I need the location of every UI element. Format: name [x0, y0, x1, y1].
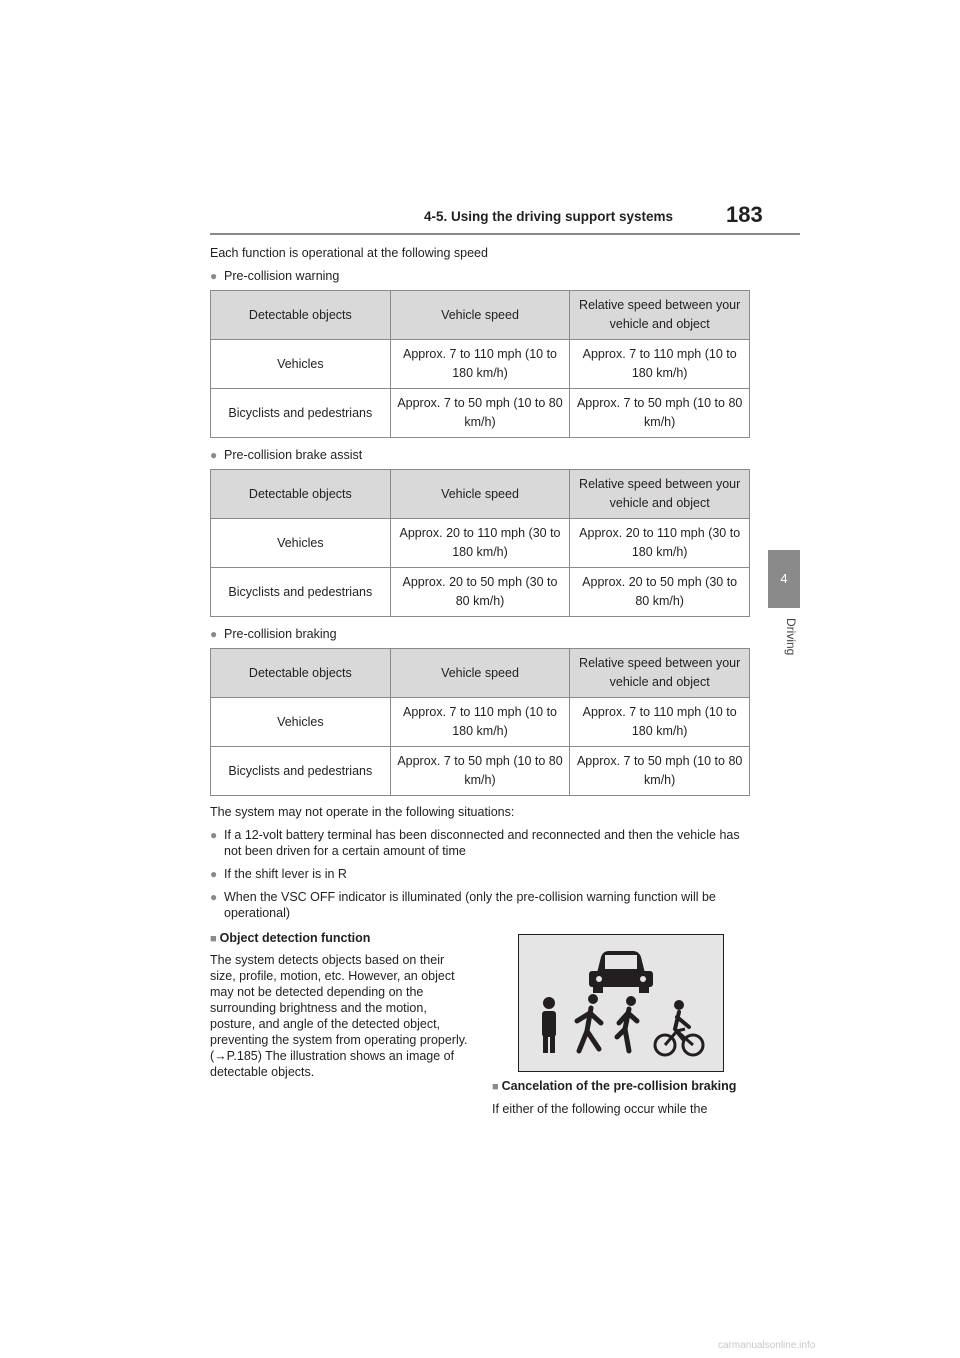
table-row: [211, 747, 750, 796]
table-cell: Vehicles: [211, 340, 391, 389]
table-header-row: [211, 470, 750, 519]
bullet-icon: ●: [210, 627, 218, 641]
table-cell: Bicyclists and pedestrians: [211, 568, 391, 617]
column-header: Vehicle speed: [390, 649, 570, 698]
column-header: Detectable objects: [211, 649, 391, 698]
bicyclist-icon: [655, 1000, 703, 1055]
situation-text: When the VSC OFF indicator is illuminated (only the pre-collision warning function will be operational): [224, 890, 716, 920]
section-title: 4-5. Using the driving support systems: [424, 209, 674, 224]
situation-text: If the shift lever is in R: [224, 867, 347, 881]
table-cell: Approx. 7 to 50 mph (10 to 80 km/h): [570, 747, 750, 796]
table-cell: Approx. 7 to 50 mph (10 to 80 km/h): [390, 747, 570, 796]
bullet-icon: ●: [210, 828, 218, 842]
table-cell: Bicyclists and pedestrians: [211, 389, 391, 438]
table-cell: Approx. 7 to 50 mph (10 to 80 km/h): [390, 389, 570, 438]
column-header: Vehicle speed: [390, 470, 570, 519]
situation-text: If a 12-volt battery terminal has been disconnected and reconnected and then the vehicle has not been driven for a certain amount of time: [224, 828, 740, 858]
intro-text: Each function is operational at the following speed: [210, 246, 488, 260]
situation-item: [210, 866, 750, 882]
heading-text: Cancelation of the pre-collision braking: [501, 1079, 737, 1093]
pre-collision-brake-assist-table: [210, 469, 750, 617]
situation-item: [210, 889, 750, 921]
square-bullet-icon: ■: [210, 933, 217, 945]
column-header: Detectable objects: [211, 291, 391, 340]
chapter-tab: 4: [768, 550, 800, 608]
detectable-objects-svg: [519, 935, 723, 1071]
bullet-pre-collision-braking: [210, 626, 337, 642]
child-running-icon: [617, 996, 637, 1051]
chapter-label: Driving: [784, 618, 798, 656]
header-rule: [210, 233, 800, 235]
column-header: Relative speed between your vehicle and object: [570, 649, 750, 698]
column-header: Relative speed between your vehicle and object: [570, 470, 750, 519]
bullet-icon: ●: [210, 890, 218, 904]
table-header-row: [211, 291, 750, 340]
heading-text: Object detection function: [219, 931, 371, 945]
table-cell: Approx. 20 to 110 mph (30 to 180 km/h): [390, 519, 570, 568]
bullet-icon: ●: [210, 867, 218, 881]
table-cell: Approx. 20 to 50 mph (30 to 80 km/h): [570, 568, 750, 617]
column-header: Relative speed between your vehicle and object: [570, 291, 750, 340]
table-heading: Pre-collision warning: [224, 269, 340, 283]
pedestrian-walking-icon: [577, 994, 601, 1051]
table-heading: Pre-collision braking: [224, 627, 337, 641]
table-cell: Approx. 20 to 110 mph (30 to 180 km/h): [570, 519, 750, 568]
pre-collision-braking-table: [210, 648, 750, 796]
table-cell: Approx. 7 to 110 mph (10 to 180 km/h): [390, 698, 570, 747]
column-header: Vehicle speed: [390, 291, 570, 340]
cancelation-heading: [492, 1078, 736, 1095]
car-icon: [589, 951, 653, 993]
table-cell: Approx. 7 to 110 mph (10 to 180 km/h): [390, 340, 570, 389]
object-detection-body: The system detects objects based on their size, profile, motion, etc. However, an object may not be detected depending on the surrounding brightness and the motion, posture, and angle of the detected object, preventing the system from operating properly. (→P.185) The illustration shows an image of detectable objects.: [210, 953, 468, 1079]
table-row: [211, 389, 750, 438]
table-row: [211, 519, 750, 568]
table-heading: Pre-collision brake assist: [224, 448, 363, 462]
table-row: [211, 568, 750, 617]
bullet-icon: ●: [210, 448, 218, 462]
bullet-pre-collision-warning: [210, 268, 339, 284]
table-row: [211, 340, 750, 389]
detectable-objects-illustration: [518, 934, 724, 1072]
situation-item: [210, 827, 750, 859]
page-number: 183: [726, 202, 763, 227]
table-cell: Approx. 7 to 110 mph (10 to 180 km/h): [570, 340, 750, 389]
watermark: carmanualsonline.info: [718, 1340, 816, 1351]
pre-collision-warning-table: [210, 290, 750, 438]
table-cell: Approx. 20 to 50 mph (30 to 80 km/h): [390, 568, 570, 617]
situations-intro: The system may not operate in the following situations:: [210, 805, 515, 819]
table-cell: Bicyclists and pedestrians: [211, 747, 391, 796]
table-header-row: [211, 649, 750, 698]
pedestrian-standing-icon: [542, 997, 556, 1053]
bullet-icon: ●: [210, 269, 218, 283]
bullet-pre-collision-brake-assist: [210, 447, 362, 463]
cancelation-body: If either of the following occur while the: [492, 1102, 708, 1116]
table-cell: Approx. 7 to 110 mph (10 to 180 km/h): [570, 698, 750, 747]
table-cell: Vehicles: [211, 519, 391, 568]
column-header: Detectable objects: [211, 470, 391, 519]
table-row: [211, 698, 750, 747]
object-detection-heading: [210, 930, 370, 947]
square-bullet-icon: ■: [492, 1081, 499, 1093]
table-cell: Approx. 7 to 50 mph (10 to 80 km/h): [570, 389, 750, 438]
table-cell: Vehicles: [211, 698, 391, 747]
